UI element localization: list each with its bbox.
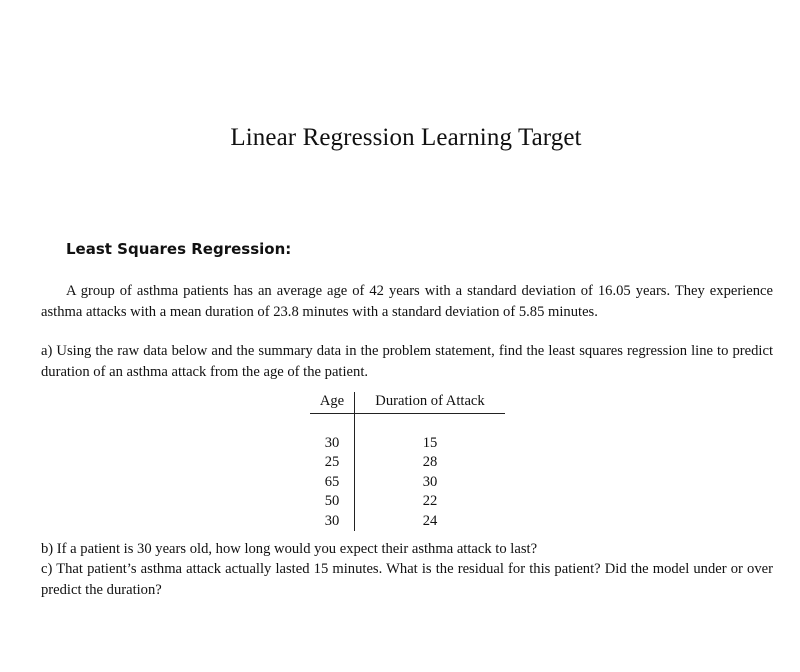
table-row xyxy=(310,453,505,472)
column-header-duration: Duration of Attack xyxy=(355,392,506,414)
cell-age: 30 xyxy=(310,512,355,531)
table-row xyxy=(310,492,505,511)
cell-duration: 22 xyxy=(422,493,438,510)
question-a: a) Using the raw data below and the summary data in the problem statement, find the least squares regression line to predict duration of an asthma attack from the age of the patient. xyxy=(41,343,773,380)
table-row xyxy=(310,473,505,492)
question-c: c) That patient’s asthma attack actually lasted 15 minutes. What is the residual for this patient? Did the model under or over predict the duration? xyxy=(41,561,773,598)
column-header-age: Age xyxy=(310,392,355,414)
cell-age: 50 xyxy=(310,492,355,511)
table-header-row xyxy=(310,392,505,414)
page-title: Linear Regression Learning Target xyxy=(230,124,582,151)
intro-paragraph: A group of asthma patients has an average age of 42 years with a standard deviation of 16.05 years. They experience asthma attacks with a mean duration of 23.8 minutes with a standard deviation of 5.85 minutes. xyxy=(41,283,773,320)
cell-duration: 28 xyxy=(422,454,438,471)
cell-duration: 30 xyxy=(422,473,438,490)
cell-age: 30 xyxy=(310,434,355,453)
section-heading: Least Squares Regression: xyxy=(66,240,292,258)
data-table xyxy=(310,392,505,531)
table-row xyxy=(310,434,505,453)
cell-duration: 15 xyxy=(422,435,438,451)
table-row xyxy=(310,512,505,531)
question-b: b) If a patient is 30 years old, how long would you expect their asthma attack to last? xyxy=(41,541,538,557)
table-spacer-row xyxy=(310,414,505,435)
cell-age: 65 xyxy=(310,473,355,492)
cell-age: 25 xyxy=(310,453,355,472)
cell-duration: 24 xyxy=(422,512,438,529)
